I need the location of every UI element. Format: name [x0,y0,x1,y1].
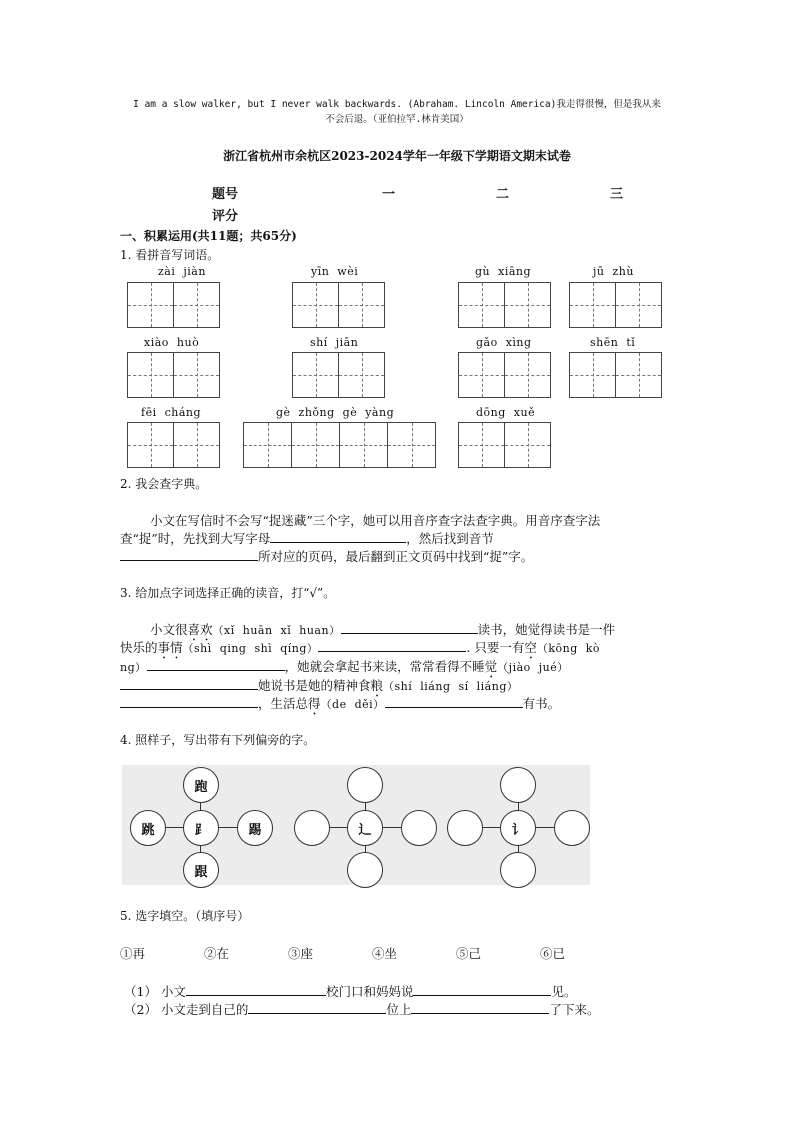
dotted-word: 空 [524,640,537,655]
question-3-text: 快乐的 [120,640,158,655]
writing-grid[interactable] [458,352,551,398]
answer-blank[interactable] [186,982,326,996]
page-title: 浙江省杭州市余杭区2023-2024学年一年级下学期语文期末试卷 [223,149,571,163]
pinyin-label: shí jiān [310,336,359,349]
answer-blank[interactable] [318,638,466,652]
pinyin-label: gǎo xìng [476,336,532,349]
dotted-word: 事情 [157,640,183,655]
pinyin-options[interactable]: （jiào jué） [497,661,569,674]
answer-circle[interactable] [347,767,383,803]
dotted-word: 喜欢 [187,622,213,637]
sentence-text: 了下来。 [549,1002,600,1017]
question-3-label: 3. 给加点字词选择正确的读音，打“√”。 [120,586,336,600]
answer-circle[interactable] [347,852,383,888]
example-char-left: 跳 [130,810,166,846]
header-quote-line1: I am a slow walker, but I never walk backwards. (Abraham. Lincoln America)我走得很慢，但是我从来 [133,99,661,110]
score-table-col-3: 三 [610,187,624,202]
score-table-row1-label: 题号 [212,187,239,202]
answer-circle[interactable] [554,810,590,846]
question-2-text: 小文在写信时不会写“捉迷藏”三个字，她可以用音序查字法查字典。用音序查字法 [150,513,601,528]
radical-diagram [122,765,590,885]
answer-blank[interactable] [270,529,406,543]
pinyin-label: shēn tǐ [590,336,636,349]
dotted-word: 觉 [484,659,498,674]
answer-blank[interactable] [147,657,285,671]
option-item: ⑥已 [540,946,566,961]
question-4-label: 4. 照样子，写出带有下列偏旁的字。 [120,733,316,747]
radical-center: 讠 [500,810,536,846]
question-3-text: 读书，她觉得读书是一件 [477,622,616,637]
pinyin-label: xiào huò [144,336,200,349]
question-2-line2 [120,529,494,547]
question-1-label: 1. 看拼音写词语。 [120,248,220,262]
question-2-text: 查“捉”时，先找到大写字母 [120,531,271,546]
question-5-sentence-1 [124,982,576,1000]
sentence-text: 位上 [386,1002,412,1017]
sentence-text: 校门口和妈妈说 [325,984,414,999]
score-table-col-1: 一 [382,187,396,202]
question-5-label: 5. 选字填空。（填序号） [120,909,250,923]
question-5-sentence-2 [124,1000,599,1018]
answer-blank[interactable] [120,694,258,708]
writing-grid[interactable] [127,422,220,468]
pinyin-label: dōng xuě [476,406,536,419]
answer-blank[interactable] [341,620,478,634]
question-3-text: 小文很 [150,622,188,637]
pinyin-options[interactable]: （shì qing shì qíng） [182,642,319,655]
pinyin-options[interactable]: （de děi） [320,698,385,711]
question-3-text: . 只要一有 [466,640,525,655]
option-item: ④坐 [372,946,398,961]
question-2-label: 2. 我会查字典。 [120,477,208,491]
answer-circle[interactable] [500,767,536,803]
pinyin-label: gù xiāng [475,265,532,278]
sentence-text: 见。 [551,984,577,999]
answer-blank[interactable] [413,982,551,996]
writing-grid[interactable] [458,282,551,328]
writing-grid[interactable] [127,282,220,328]
answer-blank[interactable] [385,694,523,708]
radical-center: ⻊ [183,810,219,846]
score-table-row2-label: 评分 [212,209,239,224]
answer-circle[interactable] [401,810,437,846]
sentence-text: （1） 小文 [124,984,186,999]
example-char-right: 踢 [237,810,273,846]
answer-circle[interactable] [294,810,330,846]
pinyin-label: yīn wèi [311,265,359,278]
pinyin-label: zài jiàn [158,265,206,278]
header-quote-line2: 不会后退。（亚伯拉罕.林肯美国） [325,114,469,125]
example-char-bottom: 跟 [183,852,219,888]
question-3-text: ，她就会拿起书来读，常常看得不睡 [284,659,485,674]
question-2-line3 [120,547,533,565]
answer-blank[interactable] [120,547,258,561]
question-2-text: 所对应的页码，最后翻到正文页码中找到“捉”字。 [258,549,534,564]
example-char-top: 跑 [183,767,219,803]
option-item: ②在 [204,946,230,961]
writing-grid[interactable] [292,352,385,398]
score-table-col-2: 二 [496,187,510,202]
pinyin-options[interactable]: ng） [120,661,147,674]
answer-circle[interactable] [500,852,536,888]
pinyin-options[interactable]: （shí liáng sí liáng） [383,680,519,693]
pinyin-options[interactable]: （kōng kò [536,642,601,655]
section-heading: 一、积累运用(共11题；共65分) [120,229,297,243]
answer-blank[interactable] [120,676,258,690]
writing-grid[interactable] [292,282,385,328]
answer-circle[interactable] [447,810,483,846]
dotted-word: 得 [308,696,321,711]
pinyin-label: gè zhǒng gè yàng [276,406,395,419]
question-3-text: ，生活总 [258,696,309,711]
pinyin-label: jū zhù [593,265,634,278]
writing-grid[interactable] [569,352,662,398]
writing-grid[interactable] [243,422,436,468]
option-item: ③座 [288,946,314,961]
writing-grid[interactable] [569,282,662,328]
question-2-text: ，然后找到音节 [406,531,494,546]
writing-grid[interactable] [127,352,220,398]
question-3-text: 有书。 [522,696,561,711]
answer-blank[interactable] [411,1000,549,1014]
writing-grid[interactable] [458,422,551,468]
pinyin-options[interactable]: （xǐ huān xǐ huan） [212,624,341,637]
sentence-text: （2） 小文走到自己的 [124,1002,249,1017]
question-3-text: 她说书是她的精神食 [258,678,371,693]
option-item: ①再 [120,946,146,961]
option-item: ⑤己 [456,946,482,961]
answer-blank[interactable] [248,1000,386,1014]
pinyin-label: fēi cháng [141,406,202,419]
dotted-word: 粮 [370,678,384,693]
radical-center: 辶 [347,810,383,846]
question-3-line5 [120,694,560,718]
